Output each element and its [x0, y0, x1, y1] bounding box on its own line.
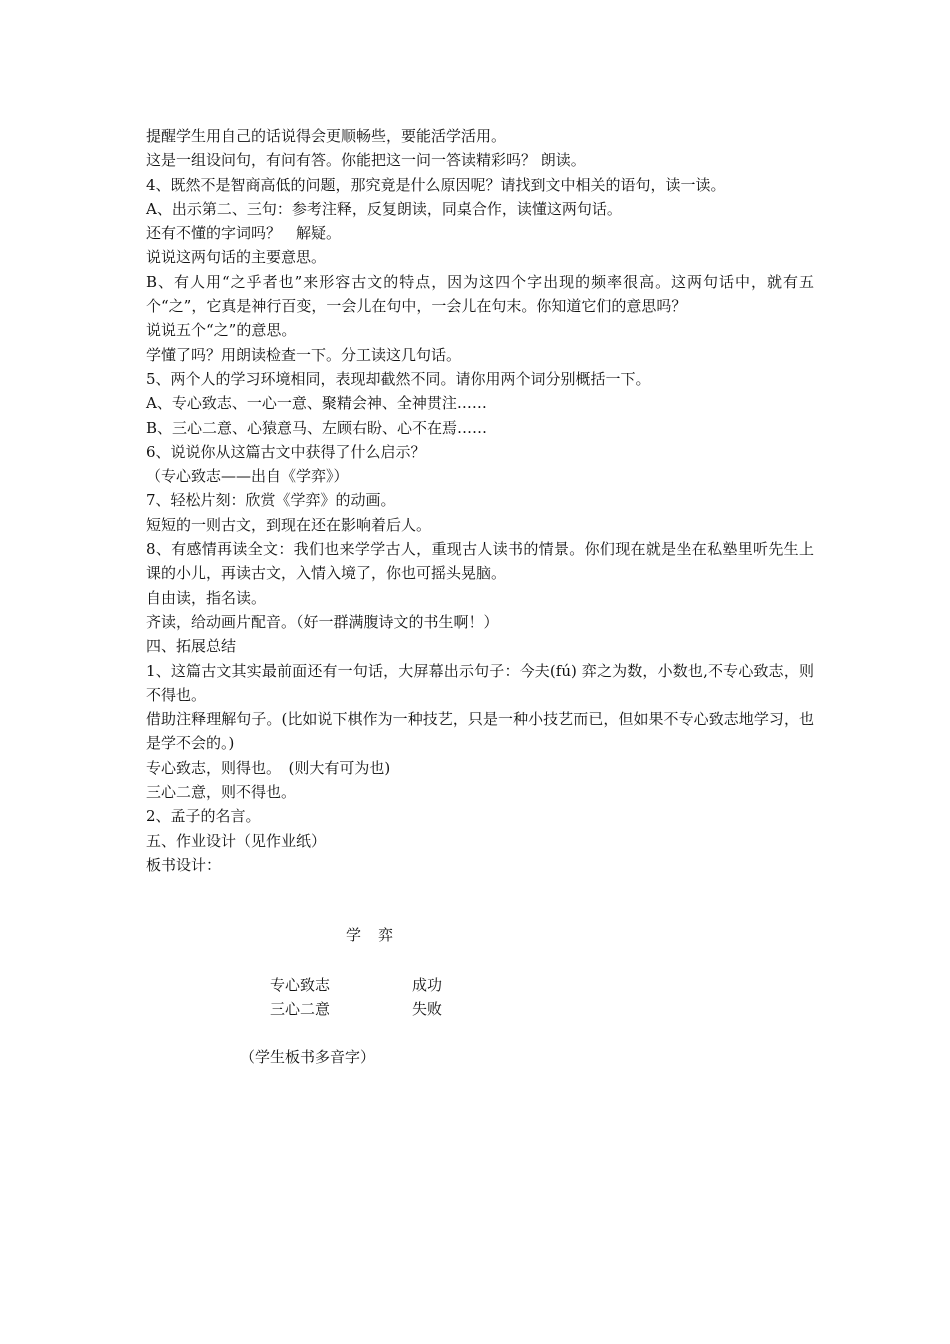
- text-line: 板书设计：: [146, 855, 222, 874]
- text-line: 这是一组设问句，有问有答。你能把这一问一答读精彩吗？ 朗读。: [146, 151, 586, 170]
- board-row2-left: 三心二意: [270, 1000, 331, 1018]
- text-line: 提醒学生用自己的话说得会更顺畅些，要能活学活用。: [146, 127, 507, 145]
- text-line: 三心二意，则不得也。: [146, 783, 297, 802]
- text-line: 2、孟子的名言。: [146, 807, 261, 826]
- lesson-body: [146, 124, 814, 877]
- text-line: 5、两个人的学习环境相同，表现却截然不同。请你用两个词分别概括一下。: [146, 369, 651, 388]
- text-line: 学懂了吗？用朗读检查一下。分工读这几句话。: [146, 345, 462, 364]
- text-line: B、三心二意、心猿意马、左顾右盼、心不在焉……: [146, 418, 488, 437]
- section-heading: 四、拓展总结: [146, 637, 237, 656]
- text-line: 齐读，给动画片配音。（好一群满腹诗文的书生啊！）: [146, 612, 499, 631]
- text-line: 专心致志，则得也。 (则大有可为也): [146, 758, 391, 777]
- text-line: A、专心致志、一心一意、聚精会神、全神贯注……: [146, 394, 487, 413]
- text-line: （专心致志——出自《学弈》）: [146, 467, 349, 486]
- section-heading: 五、作业设计（见作业纸）: [146, 831, 327, 850]
- text-line: 说说五个“之”的意思。: [146, 321, 297, 340]
- text-line: 7、轻松片刻：欣赏《学弈》的动画。: [146, 491, 396, 510]
- text-line: A、出示第二、三句：参考注释，反复朗读，同桌合作，读懂这两句话。: [146, 199, 622, 218]
- text-line: 说说这两句话的主要意思。: [146, 248, 327, 267]
- text-line: 还有不懂的字词吗？ 解疑。: [146, 224, 342, 243]
- board-row1-left: 专心致志: [270, 976, 331, 994]
- text-paragraph: B、有人用“之乎者也”来形容古文的特点，因为这四个字出现的频率很高。这两句话中，就有五个“之”，它真是神行百变，一会儿在句中，一会儿在句末。你知道它们的意思吗？: [146, 272, 814, 316]
- text-line: 短短的一则古文，到现在还在影响着后人。: [146, 515, 432, 534]
- text-line: 4、既然不是智商高低的问题，那究竟是什么原因呢？请找到文中相关的语句，读一读。: [146, 175, 726, 194]
- board-title: 学 弈: [346, 926, 395, 944]
- text-line: 自由读，指名读。: [146, 588, 267, 607]
- text-line: 6、说说你从这篇古文中获得了什么启示？: [146, 442, 426, 461]
- text-paragraph: 8、有感情再读全文：我们也来学学古人，重现古人读书的情景。你们现在就是坐在私塾里听先生上课的小儿，再读古文，入情入境了，你也可摇头晃脑。: [146, 540, 814, 583]
- board-row1-right: 成功: [412, 976, 443, 994]
- text-paragraph: 1、这篇古文其实最前面还有一句话，大屏幕出示句子：今夫(fú) 弈之为数，小数也,不专心致志，则不得也。: [146, 661, 814, 704]
- board-note: （学生板书多音字）: [240, 1048, 376, 1066]
- board-row2-right: 失败: [412, 1000, 443, 1018]
- text-paragraph: 借助注释理解句子。(比如说下棋作为一种技艺，只是一种小技艺而已，但如果不专心致志地学习，也是学不会的。): [146, 710, 814, 753]
